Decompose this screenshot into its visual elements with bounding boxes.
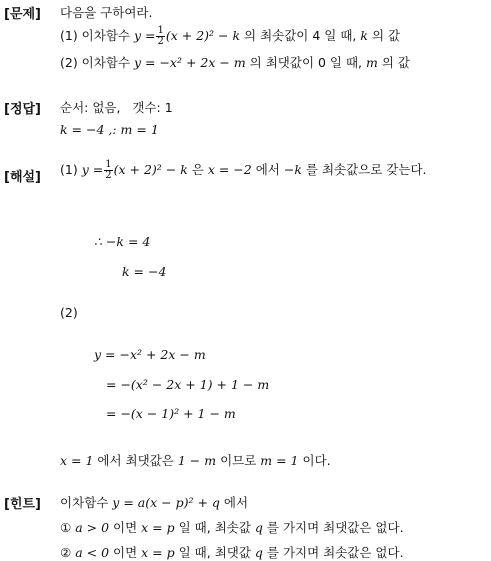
problem-intro: 다음을 구하여라. xyxy=(60,5,153,20)
solution-step-2: = −(x² − 2x + 1) + 1 − m xyxy=(106,377,270,392)
conclusion-text-2: 이므로 xyxy=(220,453,257,468)
q1-frac-den: 2 xyxy=(157,36,164,47)
answer-meta: 순서: 없음, 갯수: 1 xyxy=(60,100,173,115)
solution-step-1: y = −x² + 2x − m xyxy=(94,347,206,362)
conclusion-text-3: 이다. xyxy=(302,453,331,468)
hint-2-cond: a < 0 xyxy=(75,545,110,560)
s1-eq-lhs: y = xyxy=(81,162,104,177)
q1-eq-lhs: y = xyxy=(133,28,156,43)
hint-intro-text-1: 이차함수 xyxy=(60,495,109,510)
hint-2-text-3: 를 가지며 최솟값은 없다. xyxy=(266,545,404,560)
s1-mid1: 은 xyxy=(191,162,204,177)
answer-line: k = −4 ,: m = 1 xyxy=(60,122,159,137)
hint-1-value: q xyxy=(254,520,263,535)
q1-prefix: (1) 이차함수 xyxy=(60,28,130,43)
q2-eq: y = −x² + 2x − m xyxy=(133,55,246,70)
hint-label: [힌트] xyxy=(4,497,41,512)
q2-suffix: 의 값 xyxy=(381,55,410,70)
s1-eq-rest: (x + 2)² − k xyxy=(113,162,188,177)
problem-q2 xyxy=(60,53,410,71)
solution-step-3: = −(x − 1)² + 1 − m xyxy=(106,406,236,421)
hint-2-text-2: 일 때, 최댓값 xyxy=(178,545,251,560)
conclusion-text-1: 에서 최댓값은 xyxy=(97,453,174,468)
hint-2-point: x = p xyxy=(141,545,175,560)
q2-var: m xyxy=(366,55,378,70)
hint-intro-text-2: 에서 xyxy=(223,495,249,510)
conclusion-point: x = 1 xyxy=(60,453,94,468)
s1-fraction xyxy=(104,160,112,181)
hint-1-text-1: 이면 xyxy=(113,520,138,535)
s1-point: x = −2 xyxy=(207,162,252,177)
q1-eq-rest: (x + 2)² − k xyxy=(165,28,241,43)
solution-label: [해설] xyxy=(4,170,41,185)
s1-frac-num: 1 xyxy=(105,159,112,170)
s1-mid2: 에서 xyxy=(255,162,280,177)
solution-s2-label: (2) xyxy=(60,305,78,320)
hint-intro xyxy=(60,493,248,511)
problem-q1 xyxy=(60,26,400,47)
solution-conclusion xyxy=(60,451,331,469)
q1-suffix: 의 값 xyxy=(371,28,401,43)
problem-label: [문제] xyxy=(4,7,41,22)
answer-label: [정답] xyxy=(4,102,41,117)
q1-var: k xyxy=(360,28,368,43)
s1-value: −k xyxy=(283,162,302,177)
hint-1-mark: ① xyxy=(60,520,72,535)
hint-1-text-3: 를 가지며 최댓값은 없다. xyxy=(266,520,404,535)
q2-mid: 의 최댓값이 0 일 때, xyxy=(249,55,363,70)
therefore-line-1: ∴ −k = 4 xyxy=(94,234,151,249)
conclusion-result: m = 1 xyxy=(260,453,299,468)
solution-s1 xyxy=(60,160,427,181)
q1-fraction xyxy=(156,26,164,47)
hint-1-text-2: 일 때, 최솟값 xyxy=(178,520,251,535)
hint-1-cond: a > 0 xyxy=(75,520,110,535)
conclusion-max: 1 − m xyxy=(177,453,217,468)
hint-item-1 xyxy=(60,518,404,536)
q1-frac-num: 1 xyxy=(157,25,164,36)
hint-intro-eq: y = a(x − p)² + q xyxy=(112,495,220,510)
q2-prefix: (2) 이차함수 xyxy=(60,55,130,70)
s1-prefix: (1) xyxy=(60,162,78,177)
hint-2-value: q xyxy=(254,545,263,560)
hint-item-2 xyxy=(60,543,404,561)
hint-2-mark: ② xyxy=(60,545,72,560)
hint-2-text-1: 이면 xyxy=(113,545,138,560)
therefore-line-2: k = −4 xyxy=(122,264,167,279)
q1-mid: 의 최솟값이 4 일 때, xyxy=(244,28,357,43)
s1-frac-den: 2 xyxy=(105,170,112,181)
s1-suffix: 를 최솟값으로 갖는다. xyxy=(305,162,427,177)
hint-1-point: x = p xyxy=(141,520,175,535)
